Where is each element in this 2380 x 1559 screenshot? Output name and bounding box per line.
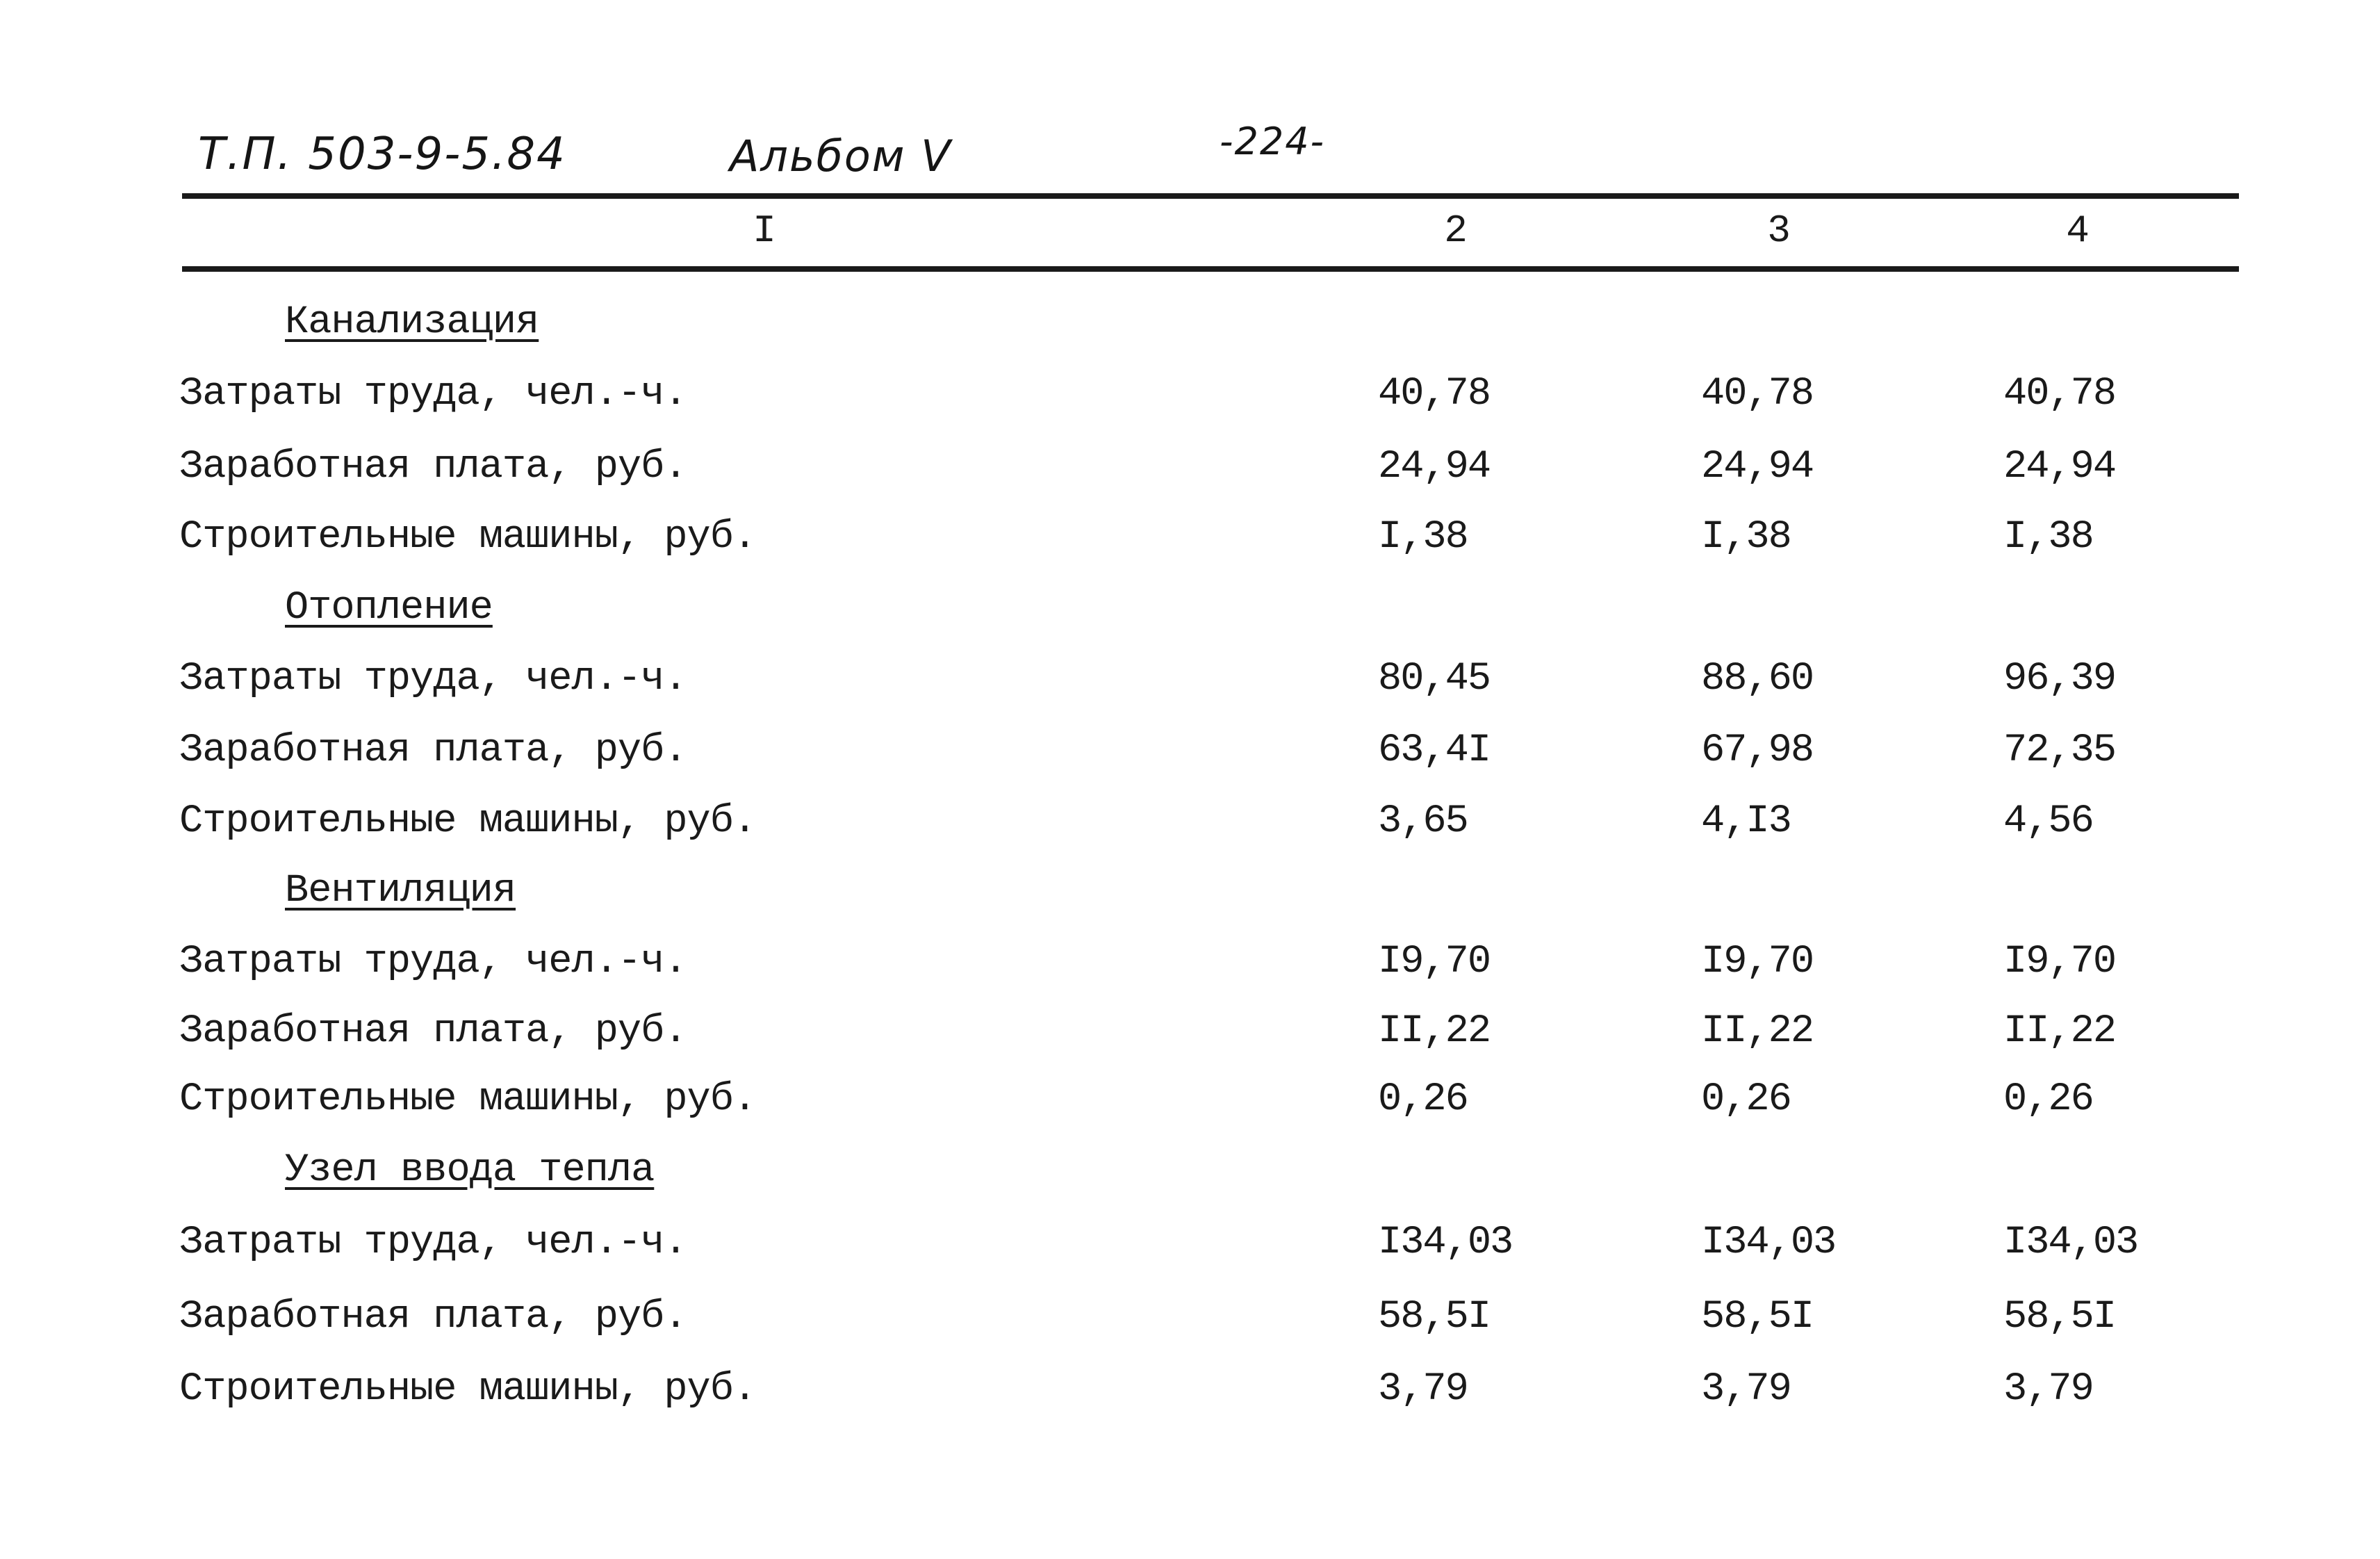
table-row [179, 515, 2264, 571]
cell-col2: I34,03 [1378, 1221, 1513, 1265]
cell-col4: 0,26 [2003, 1077, 2093, 1122]
cell-col2: 80,45 [1378, 657, 1491, 701]
cell-col3: 58,5I [1701, 1295, 1814, 1339]
table-row [179, 728, 2264, 784]
cell-col4: I9,70 [2003, 940, 2116, 984]
cell-col3: II,22 [1701, 1009, 1814, 1054]
cell-col4: 96,39 [2003, 657, 2116, 701]
cell-col2: II,22 [1378, 1009, 1491, 1054]
cell-col4: II,22 [2003, 1009, 2116, 1054]
cell-col2: 3,79 [1378, 1367, 1468, 1412]
table-row [179, 799, 2264, 855]
cell-col2: 63,4I [1378, 728, 1491, 773]
column-header-1: I [753, 209, 776, 253]
row-label: Затраты труда, чел.-ч. [179, 1221, 687, 1265]
cell-col2: 58,5I [1378, 1295, 1491, 1339]
section-title-sewerage: Канализация [285, 300, 539, 345]
cell-col2: 24,94 [1378, 445, 1491, 489]
cell-col3: I34,03 [1701, 1221, 1836, 1265]
cell-col2: 3,65 [1378, 799, 1468, 844]
cell-col4: 40,78 [2003, 372, 2116, 416]
row-label: Затраты труда, чел.-ч. [179, 657, 687, 701]
cell-col4: 72,35 [2003, 728, 2116, 773]
cell-col3: 3,79 [1701, 1367, 1791, 1412]
table-row [179, 1009, 2264, 1065]
table-row [179, 940, 2264, 995]
cell-col3: 88,60 [1701, 657, 1814, 701]
header-bottom-rule [182, 266, 2239, 272]
cell-col3: 0,26 [1701, 1077, 1791, 1122]
section-title-heating: Отопление [285, 586, 493, 630]
cell-col4: 4,56 [2003, 799, 2093, 844]
cell-col4: I,38 [2003, 515, 2093, 560]
row-label: Строительные машины, руб. [179, 799, 757, 844]
table-row [179, 1295, 2264, 1350]
cell-col2: 40,78 [1378, 372, 1491, 416]
table-row [179, 657, 2264, 712]
cell-col3: I,38 [1701, 515, 1791, 560]
cell-col4: I34,03 [2003, 1221, 2138, 1265]
album-label: Альбом V [730, 131, 952, 181]
table-row [179, 372, 2264, 427]
table-row [179, 1077, 2264, 1133]
row-label: Строительные машины, руб. [179, 1367, 757, 1412]
document-code: Т.П. 503-9-5.84 [198, 129, 566, 180]
row-label: Заработная плата, руб. [179, 728, 687, 773]
cell-col2: I,38 [1378, 515, 1468, 560]
cell-col3: 24,94 [1701, 445, 1814, 489]
page-number: -224- [1220, 120, 1326, 163]
column-header-3: 3 [1767, 209, 1791, 253]
row-label: Заработная плата, руб. [179, 445, 687, 489]
row-label: Заработная плата, руб. [179, 1009, 687, 1054]
row-label: Заработная плата, руб. [179, 1295, 687, 1339]
row-label: Затраты труда, чел.-ч. [179, 940, 687, 984]
section-title-heat-input-unit: Узел ввода тепла [285, 1148, 655, 1193]
table-row [179, 445, 2264, 500]
cell-col2: I9,70 [1378, 940, 1491, 984]
column-header-4: 4 [2066, 209, 2090, 253]
row-label: Затраты труда, чел.-ч. [179, 372, 687, 416]
column-header-2: 2 [1444, 209, 1468, 253]
table-row [179, 1221, 2264, 1276]
cell-col3: I9,70 [1701, 940, 1814, 984]
row-label: Строительные машины, руб. [179, 515, 757, 560]
row-label: Строительные машины, руб. [179, 1077, 757, 1122]
cell-col3: 67,98 [1701, 728, 1814, 773]
cell-col3: 40,78 [1701, 372, 1814, 416]
table-row [179, 1367, 2264, 1423]
cell-col4: 3,79 [2003, 1367, 2093, 1412]
cell-col3: 4,I3 [1701, 799, 1791, 844]
cell-col2: 0,26 [1378, 1077, 1468, 1122]
cell-col4: 24,94 [2003, 445, 2116, 489]
section-title-ventilation: Вентиляция [285, 869, 516, 913]
cell-col4: 58,5I [2003, 1295, 2116, 1339]
table-top-rule [182, 193, 2239, 199]
